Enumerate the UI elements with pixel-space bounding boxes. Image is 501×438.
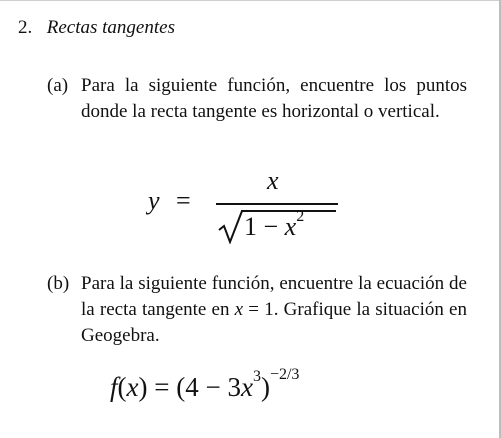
den-minus: − (263, 212, 279, 241)
equation-b-eq: = (4 − 3 (147, 372, 241, 402)
equation-a-lhs: y (148, 186, 160, 215)
equation-a-numerator: x (267, 166, 279, 195)
den-exponent: 2 (296, 208, 305, 225)
part-a-label: (a) (47, 75, 69, 96)
part-b-condition-var: x (234, 299, 244, 320)
equation-b-arg-var: x (126, 372, 139, 402)
equation-b-f: f (110, 372, 118, 402)
equation-a-equals: = (176, 186, 191, 215)
problem-title: Rectas tangentes (46, 17, 175, 38)
part-b-text (81, 271, 467, 349)
part-b-condition-rest: = 1 (243, 299, 274, 320)
equation-a-denominator (244, 208, 305, 242)
equation-a (148, 166, 348, 246)
part-b-text-before: Para la siguiente función, encuentre la ecuación de la recta tangente en (81, 273, 467, 320)
equation-b-var: x (240, 372, 253, 402)
part-b-label: (b) (47, 273, 70, 294)
equation-b-outer-exponent: −2/3 (269, 366, 300, 383)
equation-b (110, 366, 300, 403)
part-a-text: Para la siguiente función, encuentre los puntos donde la recta tangente es horizontal o vertical. (81, 75, 467, 122)
problem-number: 2. (18, 17, 33, 38)
equation-b-arg-close: ) (138, 372, 148, 402)
equation-b-inner-exponent: 3 (252, 368, 261, 385)
radical-sign-icon (218, 210, 244, 244)
den-var: x (284, 212, 297, 241)
problem-heading (18, 16, 175, 40)
fraction-bar (216, 203, 338, 205)
part-b-text-after: . Grafique la situación en Geogebra. (81, 299, 467, 346)
equation-b-arg-open: ( (117, 372, 127, 402)
den-one: 1 (244, 212, 257, 241)
frame-top-border (0, 0, 501, 1)
equation-b-close: ) (260, 372, 270, 402)
